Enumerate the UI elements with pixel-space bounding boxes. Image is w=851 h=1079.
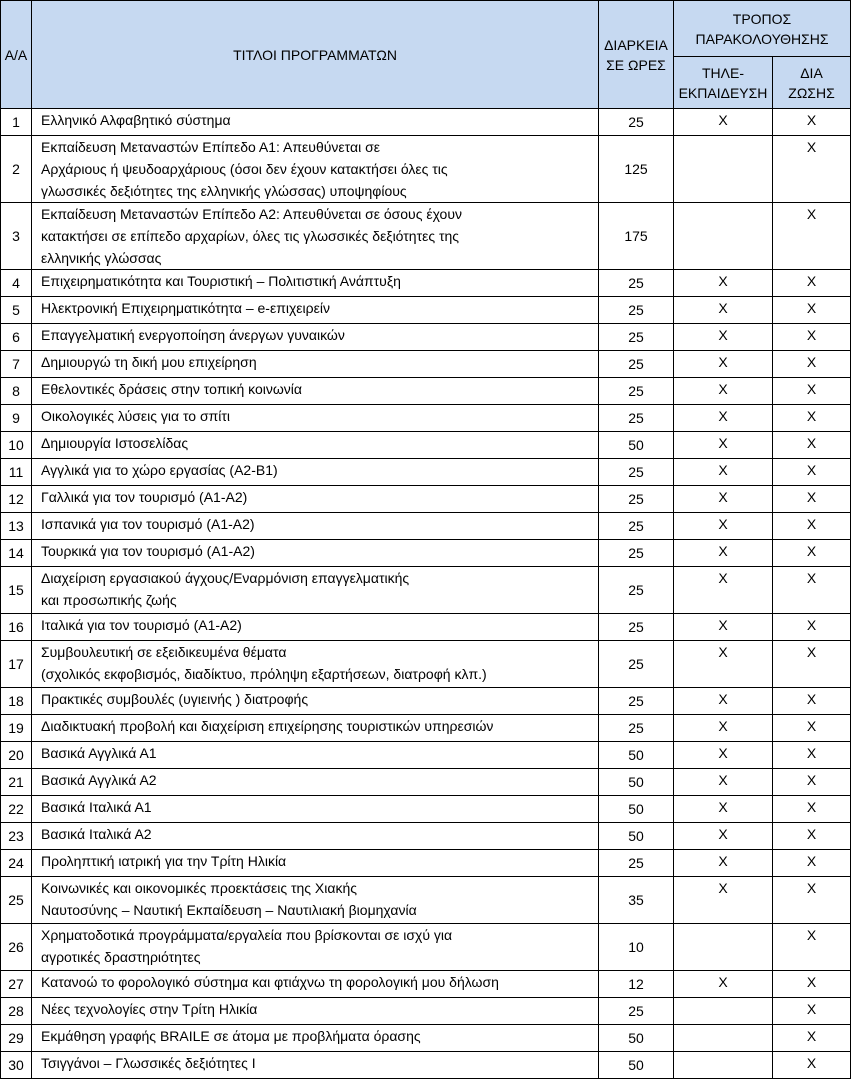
row-number: 22 xyxy=(1,796,32,823)
live-mark: Χ xyxy=(773,641,851,688)
row-number: 18 xyxy=(1,688,32,715)
program-title-line: Γαλλικά για τον τουρισμό (Α1-Α2) xyxy=(41,489,248,505)
program-title-line: Ηλεκτρονική Επιχειρηματικότητα – e-επιχειρείν xyxy=(41,300,330,316)
duration-hours: 25 xyxy=(599,513,674,540)
live-mark: Χ xyxy=(773,378,851,405)
live-mark: Χ xyxy=(773,614,851,641)
row-number: 7 xyxy=(1,351,32,378)
row-number: 11 xyxy=(1,459,32,486)
program-title xyxy=(32,971,599,998)
table-row xyxy=(1,351,851,378)
row-number: 21 xyxy=(1,769,32,796)
remote-mark: Χ xyxy=(674,351,773,378)
remote-mark: Χ xyxy=(674,641,773,688)
duration-hours: 25 xyxy=(599,614,674,641)
remote-mark: Χ xyxy=(674,823,773,850)
duration-hours: 25 xyxy=(599,567,674,614)
program-title xyxy=(32,1025,599,1052)
program-title-line: Ιταλικά για τον τουρισμό (Α1-Α2) xyxy=(41,617,242,633)
table-row xyxy=(1,109,851,136)
row-number: 20 xyxy=(1,742,32,769)
program-title xyxy=(32,796,599,823)
table-row xyxy=(1,459,851,486)
program-title xyxy=(32,850,599,877)
duration-hours: 50 xyxy=(599,823,674,850)
program-title xyxy=(32,405,599,432)
program-title-line: Δημιουργία Ιστοσελίδας xyxy=(41,435,189,451)
program-title-line: και προσωπικής ζωής xyxy=(41,592,177,608)
program-title-line: Εκμάθηση γραφής BRAILE σε άτομα με προβλήματα όρασης xyxy=(41,1028,421,1044)
program-title-line: (σχολικός εκφοβισμός, διαδίκτυο, πρόληψη εξαρτήσεων, διατροφή κλπ.) xyxy=(41,666,487,682)
remote-mark: Χ xyxy=(674,432,773,459)
program-title xyxy=(32,324,599,351)
program-title-line: Κοινωνικές και οικονομικές προεκτάσεις της Χιακής xyxy=(41,880,357,896)
row-number: 12 xyxy=(1,486,32,513)
remote-mark: Χ xyxy=(674,877,773,924)
program-title xyxy=(32,459,599,486)
live-mark: Χ xyxy=(773,796,851,823)
program-title-line: Συμβουλευτική σε εξειδικευμένα θέματα xyxy=(41,644,287,660)
live-mark: Χ xyxy=(773,688,851,715)
header-mode-line2: ΠΑΡΑΚΟΛΟΥΘΗΣΗΣ xyxy=(695,30,829,47)
header-live-line1: ΔΙΑ xyxy=(800,64,823,81)
row-number: 14 xyxy=(1,540,32,567)
duration-hours: 25 xyxy=(599,405,674,432)
table-row xyxy=(1,270,851,297)
program-title-line: ελληνικής γλώσσας xyxy=(41,250,162,266)
row-number: 24 xyxy=(1,850,32,877)
remote-mark xyxy=(674,924,773,971)
program-title xyxy=(32,513,599,540)
remote-mark: Χ xyxy=(674,270,773,297)
table-row xyxy=(1,432,851,459)
program-title-line: Βασικά Ιταλικά Α1 xyxy=(41,799,152,815)
program-title xyxy=(32,715,599,742)
row-number: 4 xyxy=(1,270,32,297)
header-titles: ΤΙΤΛΟΙ ΠΡΟΓΡΑΜΜΑΤΩΝ xyxy=(32,1,599,109)
table-row xyxy=(1,614,851,641)
program-title xyxy=(32,614,599,641)
live-mark: Χ xyxy=(773,109,851,136)
live-mark: Χ xyxy=(773,270,851,297)
header-aa: Α/Α xyxy=(1,1,32,109)
program-title-line: Ναυτοσύνης – Ναυτική Εκπαίδευση – Ναυτιλιακή βιομηχανία xyxy=(41,902,417,918)
duration-hours: 25 xyxy=(599,641,674,688)
duration-hours: 25 xyxy=(599,270,674,297)
program-title xyxy=(32,1052,599,1079)
table-body xyxy=(1,109,851,1079)
row-number: 5 xyxy=(1,297,32,324)
duration-hours: 25 xyxy=(599,688,674,715)
live-mark: Χ xyxy=(773,432,851,459)
live-mark: Χ xyxy=(773,486,851,513)
table-header xyxy=(1,1,851,109)
program-title xyxy=(32,351,599,378)
program-title xyxy=(32,297,599,324)
program-title-line: Βασικά Ιταλικά Α2 xyxy=(41,826,152,842)
remote-mark: Χ xyxy=(674,971,773,998)
live-mark: Χ xyxy=(773,297,851,324)
row-number: 10 xyxy=(1,432,32,459)
table-row xyxy=(1,405,851,432)
header-duration xyxy=(599,1,674,109)
program-title-line: Πρακτικές συμβουλές (υγιεινής ) διατροφής xyxy=(41,691,309,707)
live-mark: Χ xyxy=(773,769,851,796)
live-mark: Χ xyxy=(773,567,851,614)
remote-mark: Χ xyxy=(674,513,773,540)
live-mark: Χ xyxy=(773,998,851,1025)
live-mark: Χ xyxy=(773,1025,851,1052)
program-title-line: αγροτικές δραστηριότητες xyxy=(41,949,201,965)
row-number: 23 xyxy=(1,823,32,850)
remote-mark: Χ xyxy=(674,614,773,641)
program-title-line: Οικολογικές λύσεις για το σπίτι xyxy=(41,408,231,424)
duration-hours: 25 xyxy=(599,109,674,136)
program-title xyxy=(32,998,599,1025)
program-title xyxy=(32,567,599,614)
header-live-line2: ΖΩΣΗΣ xyxy=(788,84,835,101)
program-title xyxy=(32,486,599,513)
live-mark: Χ xyxy=(773,324,851,351)
duration-hours: 12 xyxy=(599,971,674,998)
row-number: 29 xyxy=(1,1025,32,1052)
row-number: 9 xyxy=(1,405,32,432)
program-title-line: Τσιγγάνοι – Γλωσσικές δεξιότητες Ι xyxy=(41,1055,256,1071)
table-row xyxy=(1,742,851,769)
program-title xyxy=(32,641,599,688)
row-number: 1 xyxy=(1,109,32,136)
duration-hours: 25 xyxy=(599,351,674,378)
remote-mark xyxy=(674,998,773,1025)
remote-mark: Χ xyxy=(674,405,773,432)
duration-hours: 50 xyxy=(599,432,674,459)
row-number: 13 xyxy=(1,513,32,540)
header-remote xyxy=(674,57,773,109)
duration-hours: 125 xyxy=(599,136,674,203)
program-title xyxy=(32,877,599,924)
duration-hours: 50 xyxy=(599,1025,674,1052)
program-title-line: Αγγλικά για το χώρο εργασίας (Α2-Β1) xyxy=(41,462,278,478)
duration-hours: 25 xyxy=(599,324,674,351)
row-number: 15 xyxy=(1,567,32,614)
program-title-line: Διαδικτυακή προβολή και διαχείριση επιχείρησης τουριστικών υπηρεσιών xyxy=(41,718,494,734)
remote-mark: Χ xyxy=(674,715,773,742)
table-row xyxy=(1,971,851,998)
row-number: 3 xyxy=(1,203,32,270)
program-title-line: Εκπαίδευση Μεταναστών Επίπεδο Α2: Απευθύνεται σε όσους έχουν xyxy=(41,206,462,222)
program-title-line: Δημιουργώ τη δική μου επιχείρηση xyxy=(41,354,257,370)
header-mode xyxy=(674,1,851,57)
remote-mark xyxy=(674,136,773,203)
program-title-line: Εκπαίδευση Μεταναστών Επίπεδο Α1: Απευθύνεται σε xyxy=(41,139,380,155)
program-title-line: Επιχειρηματικότητα και Τουριστική – Πολιτιστική Ανάπτυξη xyxy=(41,273,401,289)
program-title-line: Εθελοντικές δράσεις στην τοπική κοινωνία xyxy=(41,381,303,397)
table-row xyxy=(1,1025,851,1052)
duration-hours: 50 xyxy=(599,1052,674,1079)
program-title xyxy=(32,109,599,136)
remote-mark: Χ xyxy=(674,796,773,823)
remote-mark xyxy=(674,203,773,270)
program-title-line: Νέες τεχνολογίες στην Τρίτη Ηλικία xyxy=(41,1001,258,1017)
row-number: 19 xyxy=(1,715,32,742)
duration-hours: 25 xyxy=(599,850,674,877)
duration-hours: 50 xyxy=(599,769,674,796)
program-title-line: Ισπανικά για τον τουρισμό (Α1-Α2) xyxy=(41,516,255,532)
program-title xyxy=(32,823,599,850)
remote-mark: Χ xyxy=(674,297,773,324)
remote-mark: Χ xyxy=(674,769,773,796)
remote-mark: Χ xyxy=(674,540,773,567)
program-title-line: Βασικά Αγγλικά Α1 xyxy=(41,745,157,761)
live-mark: Χ xyxy=(773,513,851,540)
table-row xyxy=(1,1052,851,1079)
live-mark: Χ xyxy=(773,877,851,924)
row-number: 2 xyxy=(1,136,32,203)
program-title xyxy=(32,203,599,270)
program-title xyxy=(32,136,599,203)
remote-mark: Χ xyxy=(674,459,773,486)
live-mark: Χ xyxy=(773,203,851,270)
remote-mark: Χ xyxy=(674,109,773,136)
program-title xyxy=(32,742,599,769)
row-number: 17 xyxy=(1,641,32,688)
table-row xyxy=(1,540,851,567)
duration-hours: 175 xyxy=(599,203,674,270)
duration-hours: 35 xyxy=(599,877,674,924)
header-duration-line1: ΔΙΑΡΚΕΙΑ xyxy=(604,36,668,53)
table-row xyxy=(1,203,851,270)
program-title-line: Επαγγελματική ενεργοποίηση άνεργων γυναικών xyxy=(41,327,345,343)
table-row xyxy=(1,924,851,971)
duration-hours: 25 xyxy=(599,297,674,324)
live-mark: Χ xyxy=(773,1052,851,1079)
live-mark: Χ xyxy=(773,823,851,850)
live-mark: Χ xyxy=(773,715,851,742)
header-live xyxy=(773,57,851,109)
remote-mark: Χ xyxy=(674,688,773,715)
remote-mark: Χ xyxy=(674,324,773,351)
remote-mark: Χ xyxy=(674,850,773,877)
remote-mark: Χ xyxy=(674,742,773,769)
live-mark: Χ xyxy=(773,351,851,378)
live-mark: Χ xyxy=(773,405,851,432)
live-mark: Χ xyxy=(773,540,851,567)
program-title xyxy=(32,432,599,459)
duration-hours: 50 xyxy=(599,742,674,769)
table-row xyxy=(1,486,851,513)
remote-mark: Χ xyxy=(674,567,773,614)
row-number: 26 xyxy=(1,924,32,971)
program-title xyxy=(32,270,599,297)
table-row xyxy=(1,877,851,924)
header-duration-line2: ΣΕ ΩΡΕΣ xyxy=(606,56,666,73)
table-row xyxy=(1,998,851,1025)
duration-hours: 10 xyxy=(599,924,674,971)
program-title-line: Κατανοώ το φορολογικό σύστημα και φτιάχνω τη φορολογική μου δήλωση xyxy=(41,974,499,990)
row-number: 25 xyxy=(1,877,32,924)
duration-hours: 25 xyxy=(599,540,674,567)
table-row xyxy=(1,715,851,742)
remote-mark: Χ xyxy=(674,486,773,513)
program-title xyxy=(32,378,599,405)
table-row xyxy=(1,850,851,877)
program-title-line: Διαχείριση εργασιακού άγχους/Εναρμόνιση επαγγελματικής xyxy=(41,570,410,586)
live-mark: Χ xyxy=(773,971,851,998)
program-title-line: Τουρκικά για τον τουρισμό (Α1-Α2) xyxy=(41,543,255,559)
header-mode-line1: ΤΡΟΠΟΣ xyxy=(732,10,792,27)
remote-mark: Χ xyxy=(674,378,773,405)
table-row xyxy=(1,769,851,796)
program-title-line: γλωσσικές δεξιότητες της ελληνικής γλώσσας) υποψηφίους xyxy=(41,183,407,199)
row-number: 28 xyxy=(1,998,32,1025)
row-number: 8 xyxy=(1,378,32,405)
duration-hours: 25 xyxy=(599,459,674,486)
live-mark: Χ xyxy=(773,742,851,769)
live-mark: Χ xyxy=(773,850,851,877)
row-number: 27 xyxy=(1,971,32,998)
header-remote-line2: ΕΚΠΑΙΔΕΥΣΗ xyxy=(678,84,768,101)
duration-hours: 50 xyxy=(599,796,674,823)
program-title-line: Χρηματοδοτικά προγράμματα/εργαλεία που βρίσκονται σε ισχύ για xyxy=(41,927,453,943)
remote-mark xyxy=(674,1025,773,1052)
program-title-line: Αρχάριους ή ψευδοαρχάριους (όσοι δεν έχουν κατακτήσει όλες τις xyxy=(41,161,448,177)
live-mark: Χ xyxy=(773,459,851,486)
table-row xyxy=(1,641,851,688)
program-title-line: Προληπτική ιατρική για την Τρίτη Ηλικία xyxy=(41,853,287,869)
table-row xyxy=(1,297,851,324)
program-title-line: κατακτήσει σε επίπεδο αρχαρίων, όλες τις γλωσσικές δεξιότητες της xyxy=(41,228,460,244)
table-row xyxy=(1,378,851,405)
table-row xyxy=(1,567,851,614)
row-number: 30 xyxy=(1,1052,32,1079)
row-number: 6 xyxy=(1,324,32,351)
program-title xyxy=(32,540,599,567)
row-number: 16 xyxy=(1,614,32,641)
table-row xyxy=(1,796,851,823)
program-title xyxy=(32,769,599,796)
program-title xyxy=(32,924,599,971)
duration-hours: 25 xyxy=(599,378,674,405)
table-row xyxy=(1,324,851,351)
duration-hours: 25 xyxy=(599,715,674,742)
live-mark: Χ xyxy=(773,924,851,971)
remote-mark xyxy=(674,1052,773,1079)
table-row xyxy=(1,513,851,540)
live-mark: Χ xyxy=(773,136,851,203)
table-row xyxy=(1,688,851,715)
duration-hours: 25 xyxy=(599,998,674,1025)
program-title xyxy=(32,688,599,715)
program-title-line: Βασικά Αγγλικά Α2 xyxy=(41,772,157,788)
table-row xyxy=(1,136,851,203)
header-remote-line1: ΤΗΛΕ- xyxy=(701,64,744,81)
duration-hours: 25 xyxy=(599,486,674,513)
table-row xyxy=(1,823,851,850)
program-title-line: Ελληνικό Αλφαβητικό σύστημα xyxy=(41,112,231,128)
